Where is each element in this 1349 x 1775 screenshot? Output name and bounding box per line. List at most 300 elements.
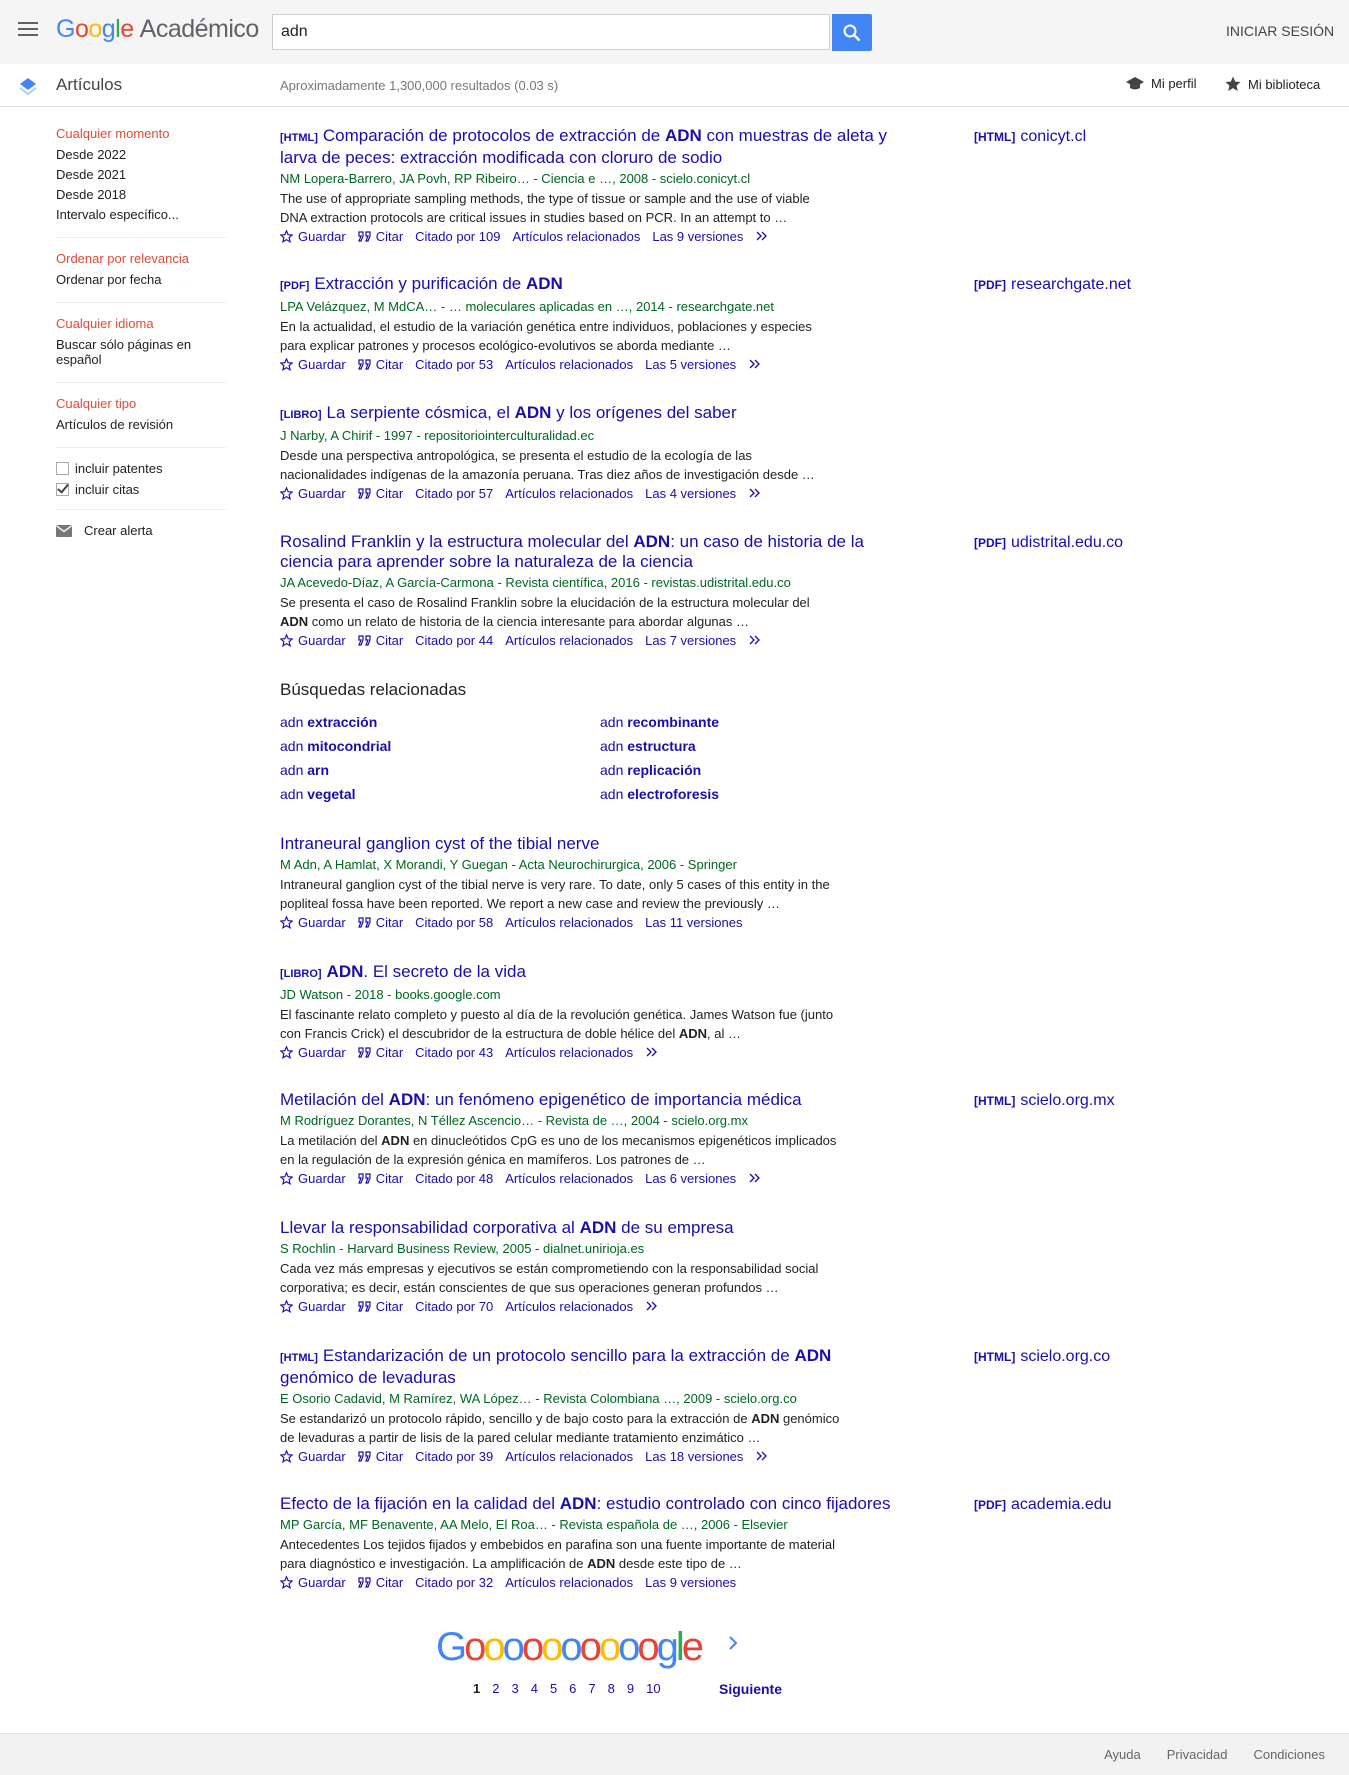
cite-button[interactable] [358,1449,403,1464]
cite-button[interactable] [358,915,403,930]
cited-by-link[interactable]: Citado por 32 [415,1575,494,1590]
related-term: vegetal [307,786,356,802]
related-articles-link[interactable]: Artículos relacionados [505,357,634,372]
full-text-link[interactable] [974,1496,1112,1514]
result-title-link[interactable] [280,126,900,168]
full-text-domain: researchgate.net [1011,276,1132,293]
result-actions [280,1575,900,1590]
filter-any-type[interactable]: Cualquier tipo [56,396,137,411]
full-text-type: [PDF] [974,278,1006,292]
result-type-tag: [PDF] [280,280,310,292]
more-options[interactable] [748,357,762,372]
snippet-highlight: ADN [280,614,309,629]
cite-button[interactable] [358,229,403,244]
search-result [280,274,900,372]
cite-label: Citar [375,1575,404,1590]
versions-link[interactable]: Las 9 versiones [652,229,744,244]
checkbox-checked[interactable] [56,483,69,496]
page-link[interactable]: 6 [569,1681,577,1696]
result-title-link[interactable] [280,834,900,854]
cite-label: Citar [375,229,404,244]
page-link[interactable]: 5 [549,1681,558,1696]
full-text-domain: academia.edu [1011,1496,1112,1513]
search-button[interactable] [832,14,872,51]
filter-custom-range[interactable]: Intervalo específico... [56,207,179,222]
result-title-link[interactable] [280,1346,900,1388]
cite-button[interactable] [358,1045,403,1060]
versions-link[interactable]: Las 4 versiones [645,486,737,501]
result-snippet: The use of appropriate sampling methods, the type of tissue or sample and the use of viable DNA extraction protocols are critical issues in studies based on PCR. In an attempt to … [280,191,810,225]
related-prefix: adn [600,762,628,778]
save-label: Guardar [298,915,346,930]
time-filter [56,126,226,238]
full-text-type: [PDF] [974,536,1006,550]
snippet-highlight: ADN [587,1556,616,1571]
quote-icon [358,488,371,499]
result-title-highlight: ADN [559,1494,597,1513]
save-label: Guardar [298,1449,346,1464]
result-authors[interactable]: M Adn, A Hamlat, X Morandi, Y Guegan - Acta Neurochirurgica, 2006 - Springer [280,857,737,872]
my-library-label: Mi biblioteca [1248,76,1321,92]
pager-logo-letter: g [656,1625,676,1669]
save-button[interactable] [280,357,346,372]
search-result [280,962,900,1060]
result-title-highlight: ADN [525,274,563,293]
related-articles-link[interactable]: Artículos relacionados [505,1299,634,1314]
full-text-link[interactable] [974,534,1123,552]
result-title-link[interactable] [280,1494,900,1514]
my-profile-label: Mi perfil [1151,76,1197,91]
footer-links [1104,1747,1325,1762]
sort-relevance[interactable]: Ordenar por relevancia [56,251,189,266]
result-actions [280,1045,900,1060]
section-label: Artículos [56,75,123,94]
save-label: Guardar [298,357,346,372]
result-snippet: Cada vez más empresas y ejecutivos se están comprometiendo con la responsabilidad social corporativa; es decir, están conscientes de que sus operaciones generan profundos … [280,1261,819,1295]
pager-logo-letter: o [560,1625,580,1669]
filter-review-articles[interactable]: Artículos de revisión [56,417,174,432]
result-title-text: Llevar la responsabilidad corporativa al [280,1218,580,1237]
more-icon[interactable] [645,1047,659,1057]
top-bar [0,0,1349,64]
save-label: Guardar [298,486,346,501]
quote-icon [358,231,371,242]
result-authors[interactable]: LPA Velázquez, M MdCA… - … moleculares aplicadas en …, 2014 - researchgate.net [280,299,775,314]
more-options[interactable] [755,229,769,244]
menu-icon[interactable] [18,22,38,38]
create-alert-link[interactable] [56,523,226,538]
related-articles-link[interactable]: Artículos relacionados [505,1171,634,1186]
save-button[interactable] [280,1449,346,1464]
cite-button[interactable] [358,633,403,648]
result-authors[interactable]: MP García, MF Benavente, AA Melo, El Roa… - Revista española de …, 2006 - Elsevier [280,1517,788,1532]
sort-date[interactable]: Ordenar por fecha [56,272,162,287]
related-term: arn [307,762,330,778]
result-title-highlight: ADN [514,403,552,422]
save-label: Guardar [298,1299,346,1314]
save-button[interactable] [280,1045,346,1060]
filter-spanish-only[interactable]: Buscar sólo páginas en español [56,337,192,367]
full-text-link[interactable] [974,276,1131,294]
cite-button[interactable] [358,1171,403,1186]
full-text-domain: scielo.org.co [1020,1348,1111,1365]
signin-link[interactable]: INICIAR SESIÓN [1226,23,1335,39]
versions-link[interactable]: Las 7 versiones [645,633,737,648]
quote-icon [358,635,371,646]
cite-button[interactable] [358,1575,403,1590]
related-articles-link[interactable]: Artículos relacionados [505,1575,634,1590]
related-prefix: adn [280,762,308,778]
result-title-link[interactable] [280,1090,900,1110]
related-term: replicación [627,762,702,778]
more-icon[interactable] [748,1173,762,1183]
result-title-link[interactable] [280,532,900,572]
full-text-link[interactable] [974,1092,1115,1110]
cited-by-link[interactable]: Citado por 70 [415,1299,494,1314]
envelope-icon [56,525,72,537]
result-snippet: Desde una perspectiva antropológica, se presenta el estudio de la ecología de las nacionalidades indígenas de la amazonía peruana. Tras diez años de investigación desde … [280,448,815,482]
pager-logo-letter: o [502,1625,522,1669]
related-searches-grid [280,714,840,802]
save-button[interactable] [280,1575,346,1590]
full-text-type: [HTML] [974,130,1016,144]
star-outline-icon [280,1450,293,1463]
quote-icon [358,917,371,928]
page-link[interactable]: 10 [646,1681,661,1696]
star-outline-icon [280,230,293,243]
result-title-text: Intraneural ganglion cyst of the tibial nerve [280,834,600,853]
result-snippet: La metilación del ADN en dinucleótidos CpG es uno de los mecanismos epigenéticos implicados en la regulación de la expresión génica en mamíferos. Los patrones de … [280,1133,837,1167]
page-link[interactable]: 4 [530,1681,538,1696]
related-searches-title: Búsquedas relacionadas [280,680,467,699]
more-options[interactable] [645,1045,659,1060]
result-title-text: . El secreto de la vida [363,962,526,981]
checkbox-unchecked[interactable] [56,462,69,475]
result-title-text: : un caso de historia de la ciencia para aprender sobre la naturaleza de la ciencia [280,532,864,571]
cite-button[interactable] [358,357,403,372]
include-citations-label: incluir citas [75,482,140,497]
pager-logo-letter: o [637,1625,657,1669]
search-box [272,14,830,50]
save-label: Guardar [298,1171,346,1186]
page-numbers [473,1681,661,1696]
quote-icon [358,1577,371,1588]
result-title-highlight: ADN [388,1090,426,1109]
logo-product-name: Académico [139,15,259,43]
page-link[interactable]: 2 [492,1681,500,1696]
related-search-link[interactable] [600,762,840,778]
related-search-link[interactable] [280,714,600,730]
more-icon[interactable] [748,488,762,498]
cited-by-link[interactable]: Citado por 58 [415,915,494,930]
full-text-domain: conicyt.cl [1020,128,1087,145]
star-outline-icon [280,1172,293,1185]
pager-logo-letter: o [598,1625,619,1669]
result-title-text: de su empresa [616,1218,734,1237]
related-term: estructura [627,738,696,754]
save-button[interactable] [280,486,346,501]
versions-link[interactable]: Las 18 versiones [645,1449,744,1464]
search-input[interactable] [273,15,829,49]
result-title-text: Extracción y purificación de [314,274,526,293]
filter-since-2018[interactable]: Desde 2018 [56,187,127,202]
more-options[interactable] [748,633,762,648]
more-options[interactable] [755,1449,769,1464]
pager-logo-letter: l [675,1625,682,1669]
full-text-link[interactable] [974,1348,1110,1366]
related-term: extracción [307,714,378,730]
snippet-highlight: ADN [381,1133,410,1148]
footer [0,1733,1349,1775]
save-label: Guardar [298,633,346,648]
more-options[interactable] [748,1171,762,1186]
result-type-tag: [LIBRO] [280,409,322,421]
related-articles-link[interactable]: Artículos relacionados [505,1045,634,1060]
result-count: Aproximadamente 1,300,000 resultados (0.03 s) [280,78,559,93]
more-icon[interactable] [755,1451,769,1461]
filter-any-time[interactable]: Cualquier momento [56,126,170,141]
articles-icon [18,76,38,96]
result-authors[interactable]: J Narby, A Chirif - 1997 - repositoriointerculturalidad.ec [280,428,595,443]
result-actions [280,1299,900,1314]
result-title-link[interactable] [280,962,900,984]
cite-button[interactable] [358,486,403,501]
result-type-tag: [HTML] [280,132,318,144]
star-icon [1225,76,1241,92]
related-prefix: adn [600,714,628,730]
footer-privacy-link[interactable]: Privacidad [1166,1747,1228,1762]
related-term: recombinante [627,714,720,730]
result-title-link[interactable] [280,1218,900,1238]
pager-logo-letter: o [483,1625,503,1669]
include-patents-checkbox[interactable] [56,461,226,476]
include-citations-checkbox[interactable] [56,482,226,497]
result-title-text: : un fenómeno epigenético de importancia médica [425,1090,802,1109]
search-result [280,532,900,648]
search-icon [843,24,861,42]
result-authors[interactable]: JD Watson - 2018 - books.google.com [280,987,501,1002]
search-result [280,126,900,244]
scholar-logo[interactable]: Google Académico [56,15,259,43]
more-icon[interactable] [748,359,762,369]
related-articles-link[interactable]: Artículos relacionados [505,915,634,930]
result-title-text: y los orígenes del saber [551,403,737,422]
cited-by-link[interactable]: Citado por 48 [415,1171,494,1186]
save-button[interactable] [280,915,346,930]
pager-logo-letter: o [464,1625,484,1669]
related-search-link[interactable] [600,786,840,802]
cited-by-link[interactable]: Citado por 109 [415,229,501,244]
star-outline-icon [280,634,293,647]
cited-by-link[interactable]: Citado por 44 [415,633,494,648]
result-actions [280,229,900,244]
more-icon[interactable] [755,231,769,241]
result-title-link[interactable] [280,274,900,296]
related-search-link[interactable] [600,738,840,754]
related-search-link[interactable] [280,786,600,802]
result-type-tag: [HTML] [280,1352,318,1364]
page-link[interactable]: 7 [588,1681,596,1696]
cited-by-link[interactable]: Citado por 57 [415,486,494,501]
result-title-highlight: ADN [579,1218,617,1237]
more-options[interactable] [748,486,762,501]
quote-icon [358,359,371,370]
result-snippet: Intraneural ganglion cyst of the tibial nerve is very rare. To date, only 5 cases of this entity in the popliteal fossa have been reported. We report a new case and review the previously … [280,877,830,911]
cite-label: Citar [375,633,404,648]
full-text-link[interactable] [974,128,1086,146]
result-authors[interactable]: NM Lopera-Barrero, JA Povh, RP Ribeiro… - Ciencia e …, 2008 - scielo.conicyt.cl [280,171,751,186]
footer-help-link[interactable]: Ayuda [1104,1747,1141,1762]
search-result [280,1346,900,1464]
result-snippet: Se estandarizó un protocolo rápido, sencillo y de bajo costo para la extracción de ADN genómico de levaduras a partir de lisis de la pared celular mediante tratamiento enzimático … [280,1411,840,1445]
pagination [436,1625,796,1697]
snippet-highlight: ADN [751,1411,780,1426]
full-text-domain: scielo.org.mx [1020,1092,1115,1109]
result-snippet: El fascinante relato completo y puesto al día de la revolución genética. James Watson fue (junto con Francis Crick) el descubridor de la estructura de doble hélice del ADN, al … [280,1007,834,1041]
versions-link[interactable]: Las 5 versiones [645,357,737,372]
result-title-highlight: ADN [794,1346,832,1365]
result-snippet: En la actualidad, el estudio de la variación genética entre individuos, poblaciones y especies para explicar patrones y procesos ecológico-evolutivos se aborda mediante … [280,319,812,353]
cite-label: Citar [375,357,404,372]
cite-label: Citar [375,1045,404,1060]
result-type-tag: [LIBRO] [280,968,322,980]
result-title-link[interactable] [280,403,900,425]
save-label: Guardar [298,229,346,244]
related-articles-link[interactable]: Artículos relacionados [505,486,634,501]
quote-icon [358,1047,371,1058]
my-library-link[interactable] [1225,76,1320,92]
filter-since-2021[interactable]: Desde 2021 [56,167,127,182]
related-prefix: adn [600,738,628,754]
cited-by-link[interactable]: Citado por 43 [415,1045,494,1060]
star-outline-icon [280,487,293,500]
result-actions [280,357,900,372]
save-button[interactable] [280,229,346,244]
result-snippet: Antecedentes Los tejidos fijados y embebidos en parafina son una fuente importante de material para diagnóstico e investigación. La amplificación de ADN desde este tipo de … [280,1537,836,1571]
filter-any-language[interactable]: Cualquier idioma [56,316,154,331]
result-title-text: La serpiente cósmica, el [326,403,515,422]
more-icon[interactable] [645,1301,659,1311]
quote-icon [358,1451,371,1462]
pager-logo-letter: o [521,1625,542,1669]
type-filter [56,396,226,448]
footer-terms-link[interactable]: Condiciones [1253,1747,1325,1762]
result-title-text: Estandarización de un protocolo sencillo para la extracción de [322,1346,795,1365]
related-term: mitocondrial [307,738,392,754]
star-outline-icon [280,358,293,371]
result-authors[interactable]: E Osorio Cadavid, M Ramírez, WA López… - Revista Colombiana …, 2009 - scielo.org.co [280,1391,797,1406]
pager-logo-letter: o [579,1625,599,1669]
pagination-logo [436,1625,796,1670]
result-authors[interactable]: M Rodríguez Dorantes, N Téllez Ascencio… - Revista de …, 2004 - scielo.org.mx [280,1113,748,1128]
result-title-highlight: ADN [664,126,702,145]
snippet-highlight: ADN [678,1026,708,1041]
result-title-highlight: ADN [633,532,671,551]
result-title-text: Metilación del [280,1090,389,1109]
result-title-text: Comparación de protocolos de extracción de [322,126,665,145]
save-button[interactable] [280,1299,346,1314]
related-articles-link[interactable]: Artículos relacionados [505,1449,634,1464]
sub-bar [0,64,1349,107]
result-snippet: Se presenta el caso de Rosalind Franklin sobre la elucidación de la estructura molecular del ADN como un relato de historia de la ciencia interesante para abordar algunas … [280,595,810,629]
my-profile-link[interactable] [1126,76,1197,91]
page-link[interactable]: 9 [626,1681,635,1696]
more-options[interactable] [645,1299,659,1314]
result-title-text: genómico de levaduras [280,1368,456,1387]
page-link[interactable]: 8 [607,1681,615,1696]
related-articles-link[interactable]: Artículos relacionados [505,633,634,648]
language-filter [56,316,226,383]
related-prefix: adn [280,738,308,754]
filter-sidebar [56,126,226,538]
full-text-type: [PDF] [974,1498,1006,1512]
star-outline-icon [280,1046,293,1059]
next-page-link[interactable]: Siguiente [719,1681,783,1697]
result-authors[interactable]: JA Acevedo-Díaz, A García-Carmona - Revista científica, 2016 - revistas.udistrital.edu.co [280,575,791,590]
star-outline-icon [280,1576,293,1589]
result-actions [280,633,900,648]
related-search-link[interactable] [280,762,600,778]
pager-logo-letter: o [541,1625,561,1669]
pager-logo-letter: G [436,1625,465,1669]
quote-icon [358,1173,371,1184]
search-result [280,403,900,501]
related-search-link[interactable] [280,738,600,754]
include-patents-label: incluir patentes [75,461,163,476]
page-link[interactable]: 3 [511,1681,519,1696]
result-title-text: Efecto de la fijación en la calidad del [280,1494,560,1513]
star-outline-icon [280,1300,293,1313]
result-authors[interactable]: S Rochlin - Harvard Business Review, 2005 - dialnet.unirioja.es [280,1241,645,1256]
versions-link[interactable]: Las 11 versiones [645,915,743,930]
cite-button[interactable] [358,1299,403,1314]
sort-filter [56,251,226,303]
versions-link[interactable]: Las 6 versiones [645,1171,737,1186]
related-searches [280,680,840,802]
graduation-cap-icon [1126,77,1144,91]
related-search-link[interactable] [600,714,840,730]
search-result [280,834,900,930]
filter-since-2022[interactable]: Desde 2022 [56,147,127,162]
cite-label: Citar [375,1171,404,1186]
cite-label: Citar [375,486,404,501]
save-button[interactable] [280,1171,346,1186]
star-outline-icon [280,916,293,929]
search-result [280,1494,900,1590]
result-title-text: Rosalind Franklin y la estructura molecular del [280,532,634,551]
related-prefix: adn [280,714,308,730]
quote-icon [358,1301,371,1312]
pager-logo-letter: o [618,1625,638,1669]
result-title-text: con muestras de aleta y larva de peces: extracción modificada con cloruro de sodio [280,126,888,167]
related-articles-link[interactable]: Artículos relacionados [512,229,641,244]
more-icon[interactable] [748,635,762,645]
save-button[interactable] [280,633,346,648]
result-title-highlight: ADN [326,962,364,981]
versions-link[interactable]: Las 9 versiones [645,1575,737,1590]
chevron-right-icon[interactable] [727,1635,739,1651]
result-actions [280,1449,900,1464]
result-title-text: : estudio controlado con cinco fijadores [596,1494,891,1513]
cited-by-link[interactable]: Citado por 39 [415,1449,494,1464]
pager-logo-letter: e [681,1625,702,1669]
cited-by-link[interactable]: Citado por 53 [415,357,494,372]
cite-label: Citar [375,1449,404,1464]
current-page: 1 [473,1681,481,1696]
related-term: electroforesis [627,786,720,802]
full-text-domain: udistrital.edu.co [1011,534,1124,551]
full-text-type: [HTML] [974,1094,1016,1108]
